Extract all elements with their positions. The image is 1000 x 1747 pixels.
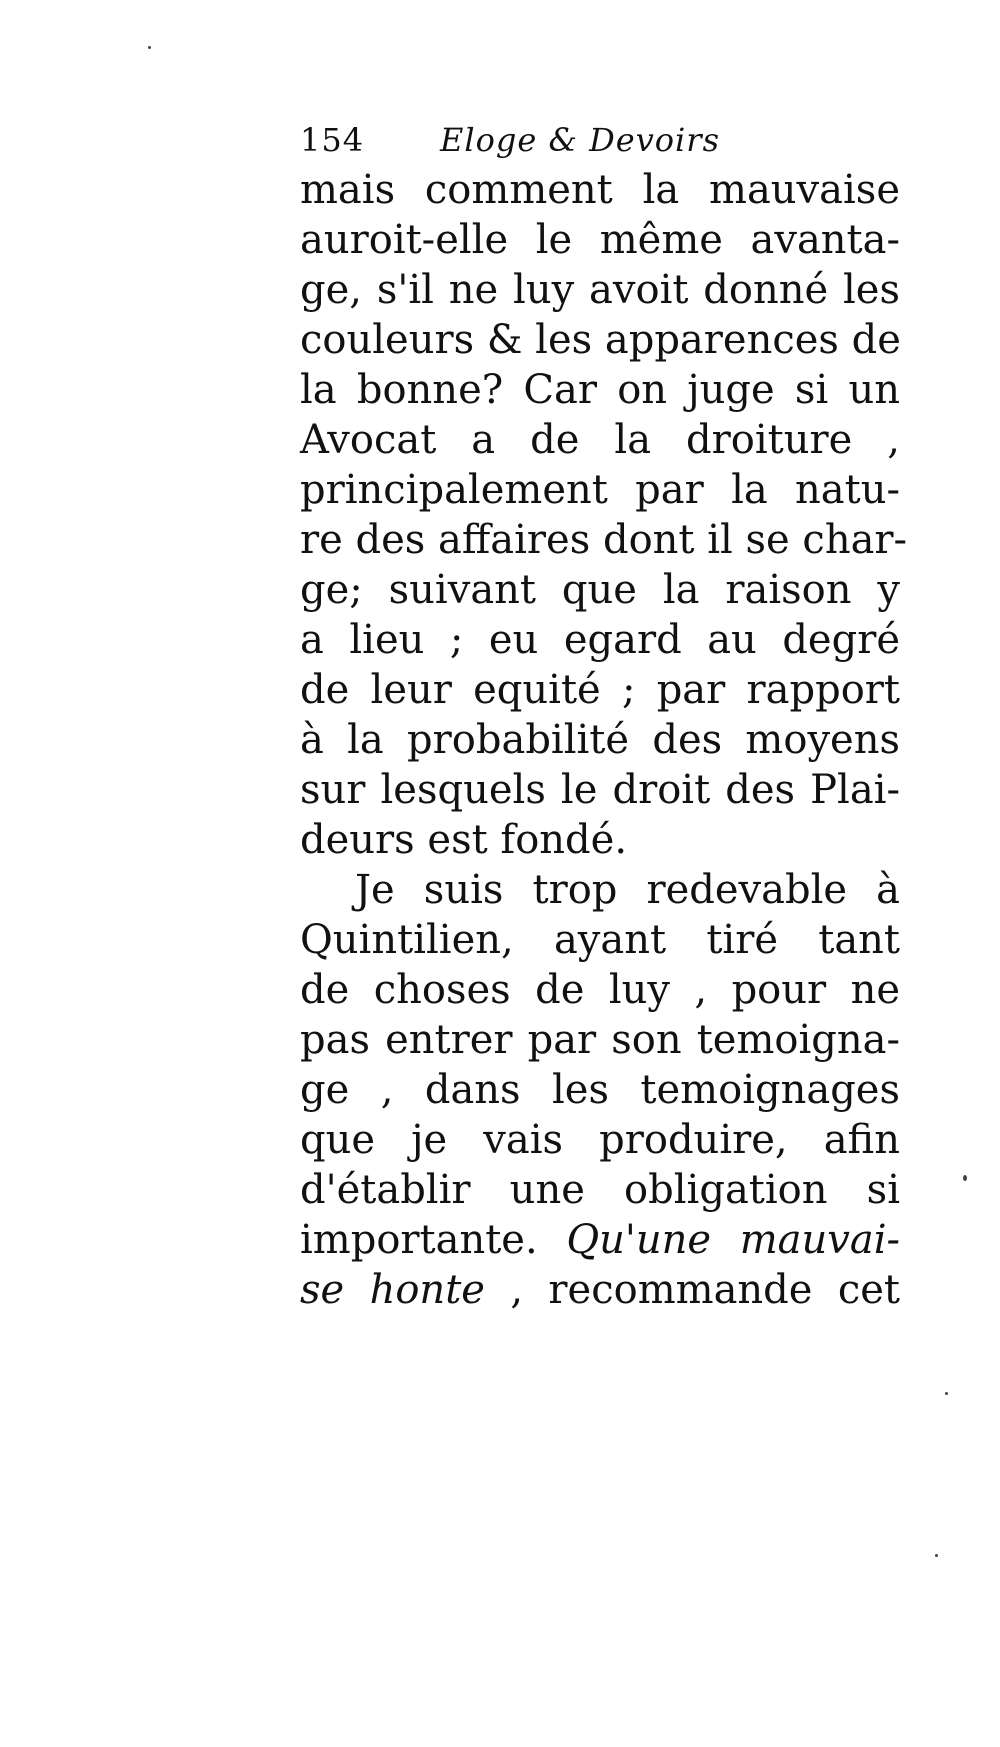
running-head: Eloge & Devoirs [440, 121, 720, 159]
text-line: sur lesquels le droit des Plai- [300, 767, 900, 813]
text-segment: importante. [300, 1217, 538, 1263]
body-text [300, 165, 908, 1315]
text-segment: , recommande cet [510, 1267, 900, 1313]
text-line: ge , dans les temoignages [300, 1067, 900, 1113]
text-line: ge; suivant que la raison y [300, 567, 900, 613]
paper-speck [945, 1392, 948, 1395]
text-line: à la probabilité des moyens [300, 717, 900, 763]
paper-speck [935, 1554, 938, 1557]
text-line: couleurs & les apparences de [300, 317, 901, 363]
text-line: auroit-elle le même avanta- [300, 217, 900, 263]
text-line-mixed [300, 1265, 900, 1315]
text-line: de choses de luy , pour ne [300, 967, 900, 1013]
paper-speck [148, 46, 151, 49]
text-line: mais comment la mauvaise [300, 167, 900, 213]
text-line: deurs est fondé. [300, 817, 628, 863]
page-header [300, 120, 820, 160]
text-line: pas entrer par son temoigna- [300, 1017, 900, 1063]
paragraph-start-line: Je suis trop redevable à [355, 867, 900, 913]
page-number: 154 [300, 121, 365, 159]
italic-quote: se honte [300, 1267, 485, 1313]
text-line: que je vais produire, afin [300, 1117, 900, 1163]
text-line: re des affaires dont il se char- [300, 517, 908, 563]
text-line: d'établir une obligation si [300, 1167, 900, 1213]
text-line: a lieu ; eu egard au degré [300, 617, 900, 663]
text-line: Quintilien, ayant tiré tant [300, 917, 900, 963]
text-line: principalement par la natu- [300, 467, 900, 513]
text-line: la bonne? Car on juge si un [300, 367, 900, 413]
paper-speck [963, 1175, 967, 1181]
text-line: ge, s'il ne luy avoit donné les [300, 267, 900, 313]
italic-quote: Qu'une mauvai- [566, 1217, 900, 1263]
text-line: Avocat a de la droiture , [300, 417, 900, 463]
text-line: de leur equité ; par rapport [300, 667, 900, 713]
text-line-mixed [300, 1215, 900, 1265]
